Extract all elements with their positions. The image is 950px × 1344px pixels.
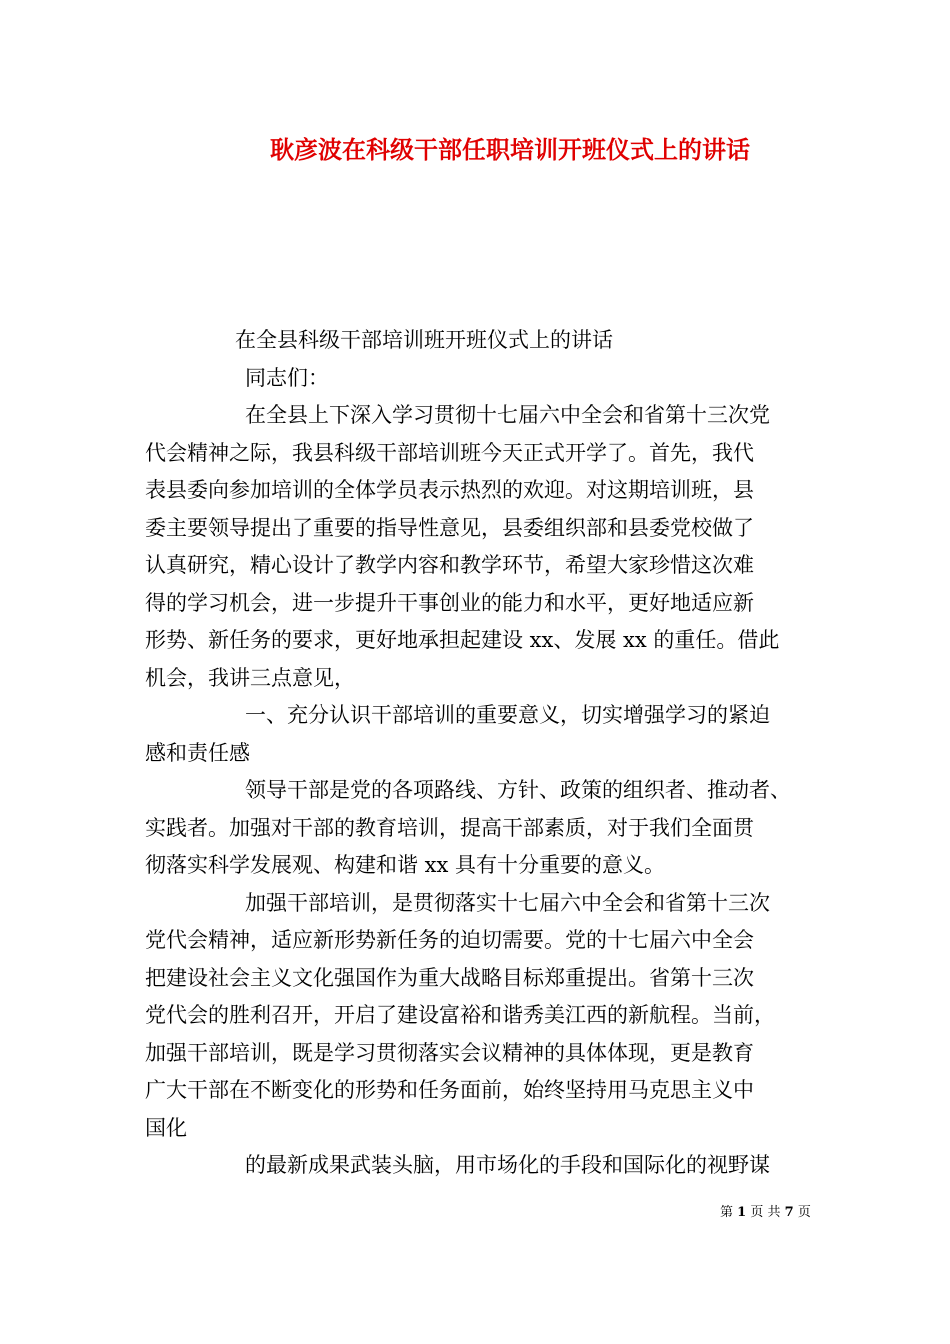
text-line: 认真研究，精心设计了教学内容和教学环节，希望大家珍惜这次难 <box>145 553 754 577</box>
text-line: 表县委向参加培训的全体学员表示热烈的欢迎。对这期培训班，县 <box>145 478 754 502</box>
text-line: 把建设社会主义文化强国作为重大战略目标郑重提出。省第十三次 <box>145 965 754 990</box>
text-line: 同志们： <box>245 365 329 390</box>
text-line: 委主要领导提出了重要的指导性意见，县委组织部和县委党校做了 <box>145 515 754 540</box>
text-line: 得的学习机会，进一步提升干事创业的能力和水平，更好地适应新 <box>145 590 754 615</box>
footer-total-pages: 7 <box>784 1205 794 1220</box>
text-line: 广大干部在不断变化的形势和任务面前，始终坚持用马克思主义中 <box>145 1078 754 1102</box>
text-line: 机会，我讲三点意见， <box>145 665 355 690</box>
text-line: 在全县上下深入学习贯彻十七届六中全会和省第十三次党 <box>245 403 770 427</box>
document-title: 耿彦波在科级干部任职培训开班仪式上的讲话 <box>270 135 750 164</box>
text-line: 在全县科级干部培训班开班仪式上的讲话 <box>235 328 613 352</box>
text-line: 彻落实科学发展观、构建和谐 xx 具有十分重要的意义。 <box>145 853 666 877</box>
footer-suffix: 页 <box>797 1205 811 1220</box>
text-line: 党代会精神，适应新形势新任务的迫切需要。党的十七届六中全会 <box>145 928 754 952</box>
text-line: 实践者。加强对干部的教育培训，提高干部素质，对于我们全面贯 <box>145 815 754 840</box>
footer-page-number: 1 <box>737 1205 747 1220</box>
text-line: 加强干部培训，既是学习贯彻落实会议精神的具体体现，更是教育 <box>145 1040 754 1065</box>
text-line: 形势、新任务的要求，更好地承担起建设 xx、发展 xx 的重任。借此 <box>145 628 780 652</box>
text-line: 加强干部培训，是贯彻落实十七届六中全会和省第十三次 <box>245 890 770 915</box>
text-line: 党代会的胜利召开，开启了建设富裕和谐秀美江西的新航程。当前， <box>145 1003 775 1027</box>
document-body <box>145 322 815 1185</box>
text-line: 一、充分认识干部培训的重要意义，切实增强学习的紧迫 <box>245 703 770 727</box>
text-line: 代会精神之际，我县科级干部培训班今天正式开学了。首先，我代 <box>145 440 754 465</box>
text-line: 感和责任感 <box>145 740 250 765</box>
footer-middle: 页 共 <box>750 1205 781 1220</box>
text-line: 的最新成果武装头脑，用市场化的手段和国际化的视野谋 <box>245 1153 770 1177</box>
text-line: 领导干部是党的各项路线、方针、政策的组织者、推动者、 <box>245 778 791 802</box>
page-footer <box>720 1204 811 1222</box>
text-line: 国化 <box>145 1115 187 1140</box>
footer-prefix: 第 <box>720 1205 734 1220</box>
